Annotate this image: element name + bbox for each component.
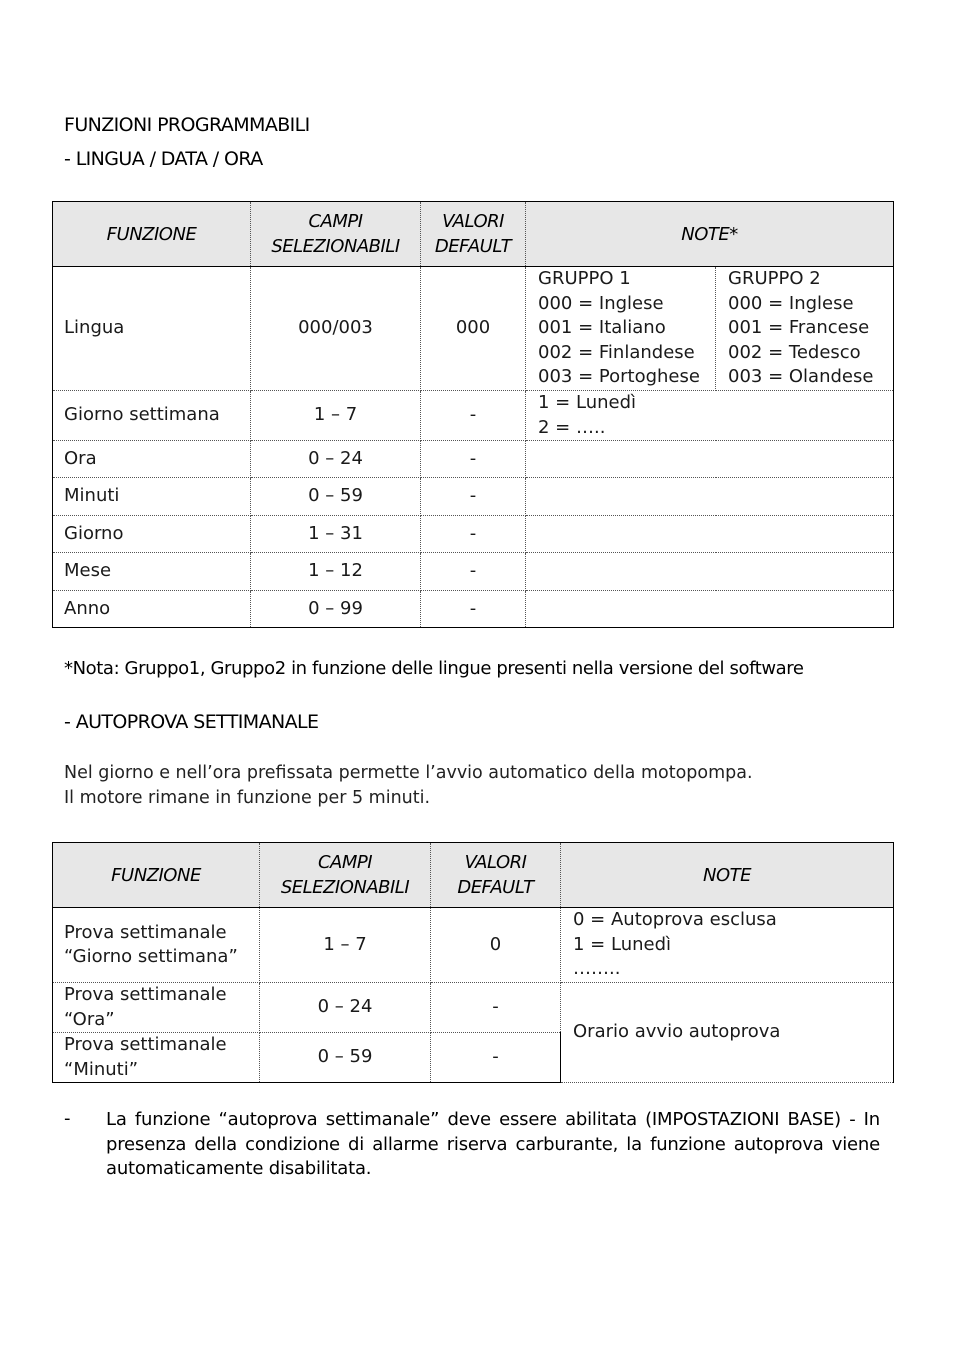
section-heading-lingua-data-ora: - LINGUA / DATA / ORA bbox=[64, 148, 263, 170]
cell-funzione: Giorno bbox=[53, 516, 251, 553]
cell-campi: 1 – 12 bbox=[251, 553, 421, 591]
table-row bbox=[53, 516, 894, 553]
cell-default: - bbox=[421, 478, 526, 516]
cell-funzione: Anno bbox=[53, 591, 251, 628]
table-row bbox=[53, 908, 894, 983]
cell-campi: 0 – 59 bbox=[251, 478, 421, 516]
header-funzione: FUNZIONE bbox=[53, 202, 251, 267]
cell-funzione: Prova settimanale “Ora” bbox=[53, 983, 260, 1033]
table-row bbox=[53, 267, 894, 391]
cell-default: 000 bbox=[421, 267, 526, 391]
header-campi-selezionabili: CAMPI SELEZIONABILI bbox=[251, 202, 421, 267]
cell-note: 1 = Lunedì 2 = ….. bbox=[526, 391, 894, 441]
table-row bbox=[53, 983, 894, 1033]
table-row bbox=[53, 478, 894, 516]
cell-campi: 000/003 bbox=[251, 267, 421, 391]
cell-funzione: Lingua bbox=[53, 267, 251, 391]
table-row bbox=[53, 591, 894, 628]
cell-note bbox=[526, 591, 894, 628]
header-campi-selezionabili: CAMPI SELEZIONABILI bbox=[260, 843, 431, 908]
cell-funzione: Prova settimanale “Minuti” bbox=[53, 1033, 260, 1083]
cell-default: - bbox=[421, 391, 526, 441]
cell-note-gruppo-1: GRUPPO 1 000 = Inglese 001 = Italiano 002 = Finlandese 003 = Portoghese bbox=[526, 267, 716, 391]
table-autoprova-settimanale bbox=[52, 842, 894, 1083]
cell-default: 0 bbox=[431, 908, 561, 983]
cell-default: - bbox=[421, 591, 526, 628]
table-row bbox=[53, 441, 894, 478]
cell-note bbox=[526, 553, 894, 591]
cell-default: - bbox=[421, 553, 526, 591]
cell-default: - bbox=[421, 516, 526, 553]
cell-funzione: Giorno settimana bbox=[53, 391, 251, 441]
table-row bbox=[53, 391, 894, 441]
cell-campi: 0 – 59 bbox=[260, 1033, 431, 1083]
header-funzione: FUNZIONE bbox=[53, 843, 260, 908]
cell-funzione: Ora bbox=[53, 441, 251, 478]
cell-funzione: Prova settimanale “Giorno settimana” bbox=[53, 908, 260, 983]
table-lingua-data-ora bbox=[52, 201, 894, 628]
cell-campi: 0 – 99 bbox=[251, 591, 421, 628]
cell-note bbox=[526, 478, 894, 516]
header-note: NOTE bbox=[561, 843, 894, 908]
cell-funzione: Minuti bbox=[53, 478, 251, 516]
cell-note-gruppo-2: GRUPPO 2 000 = Inglese 001 = Francese 002 = Tedesco 003 = Olandese bbox=[716, 267, 894, 391]
cell-note bbox=[526, 441, 894, 478]
cell-funzione: Mese bbox=[53, 553, 251, 591]
header-valori-default: VALORI DEFAULT bbox=[431, 843, 561, 908]
footnote-gruppi: *Nota: Gruppo1, Gruppo2 in funzione delle lingue presenti nella versione del software bbox=[64, 658, 804, 679]
table-row bbox=[53, 553, 894, 591]
cell-note bbox=[526, 516, 894, 553]
cell-default: - bbox=[431, 1033, 561, 1083]
header-note: NOTE* bbox=[526, 202, 894, 267]
cell-note: 0 = Autoprova esclusa 1 = Lunedì …….. bbox=[561, 908, 894, 983]
bullet-note-autoprova: La funzione “autoprova settimanale” deve essere abilitata (IMPOSTAZIONI BASE) - In presenza della condizione di allarme riserva carburante, la funzione autoprova viene automaticamente disabilitata. bbox=[106, 1109, 880, 1179]
bullet-dash: - bbox=[64, 1108, 71, 1129]
page-title: FUNZIONI PROGRAMMABILI bbox=[64, 114, 310, 136]
cell-campi: 1 – 7 bbox=[260, 908, 431, 983]
section-heading-autoprova: - AUTOPROVA SETTIMANALE bbox=[64, 711, 319, 733]
cell-default: - bbox=[421, 441, 526, 478]
cell-note-merged: Orario avvio autoprova bbox=[561, 983, 894, 1083]
cell-campi: 0 – 24 bbox=[251, 441, 421, 478]
cell-campi: 1 – 7 bbox=[251, 391, 421, 441]
header-valori-default: VALORI DEFAULT bbox=[421, 202, 526, 267]
autoprova-description: Nel giorno e nell’ora prefissata permette l’avvio automatico della motopompa. Il motore rimane in funzione per 5 minuti. bbox=[64, 763, 753, 808]
cell-default: - bbox=[431, 983, 561, 1033]
cell-campi: 1 – 31 bbox=[251, 516, 421, 553]
cell-campi: 0 – 24 bbox=[260, 983, 431, 1033]
